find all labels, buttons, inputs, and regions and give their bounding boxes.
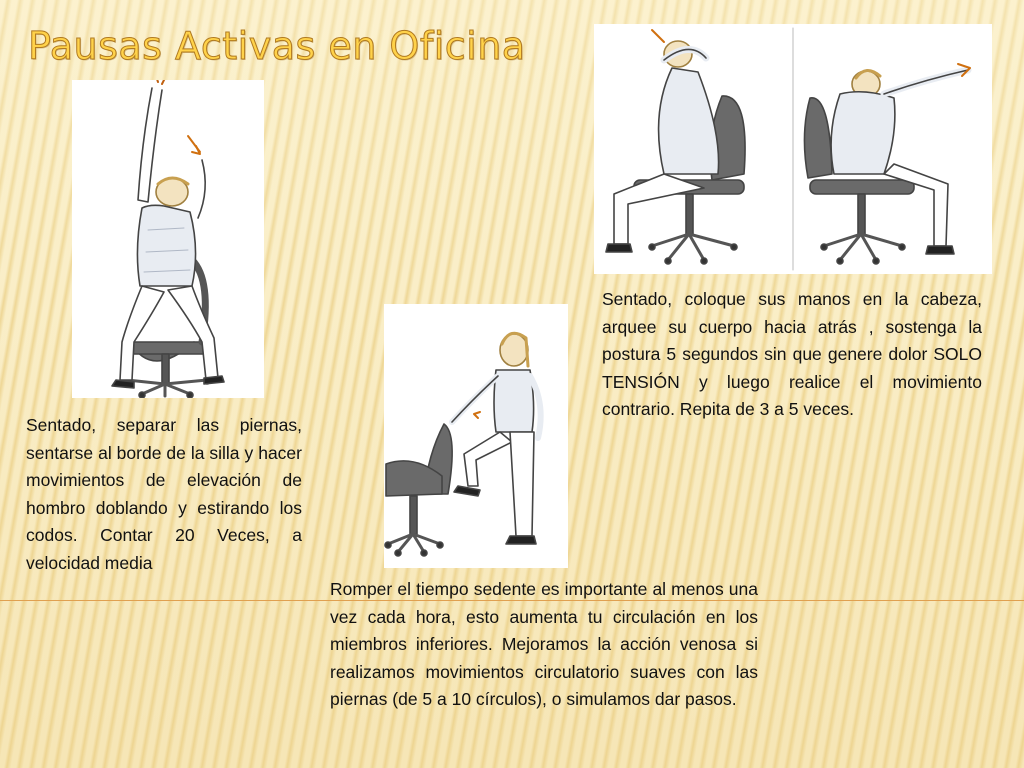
- exercise-3-caption: Sentado, coloque sus manos en la cabeza, arquee su cuerpo hacia atrás , sostenga la postura 5 segundos sin que genere dolor SOLO TENSIÓN y luego realice el movimiento contrario. Repita de 3 a 5 veces.: [602, 289, 982, 419]
- exercise-2-caption: Romper el tiempo sedente es importante al menos una vez cada hora, esto aumenta tu circulación en los miembros inferiores. Mejoramos la acción venosa si realizamos movimientos circulatorio suaves con las piernas (de 5 a 10 círculos), o simulamos dar pasos.: [330, 579, 758, 709]
- slide-title: Pausas Activas en Oficina: [28, 24, 526, 68]
- exercise-2-illustration: [384, 304, 568, 568]
- exercise-3-illustration: [594, 24, 992, 274]
- exercise-1-illustration: [72, 80, 264, 398]
- exercise-1-caption: Sentado, separar las piernas, sentarse al borde de la silla y hacer movimientos de elevación de hombro doblando y estirando los codos. Contar 20 Veces, a velocidad media: [26, 415, 302, 573]
